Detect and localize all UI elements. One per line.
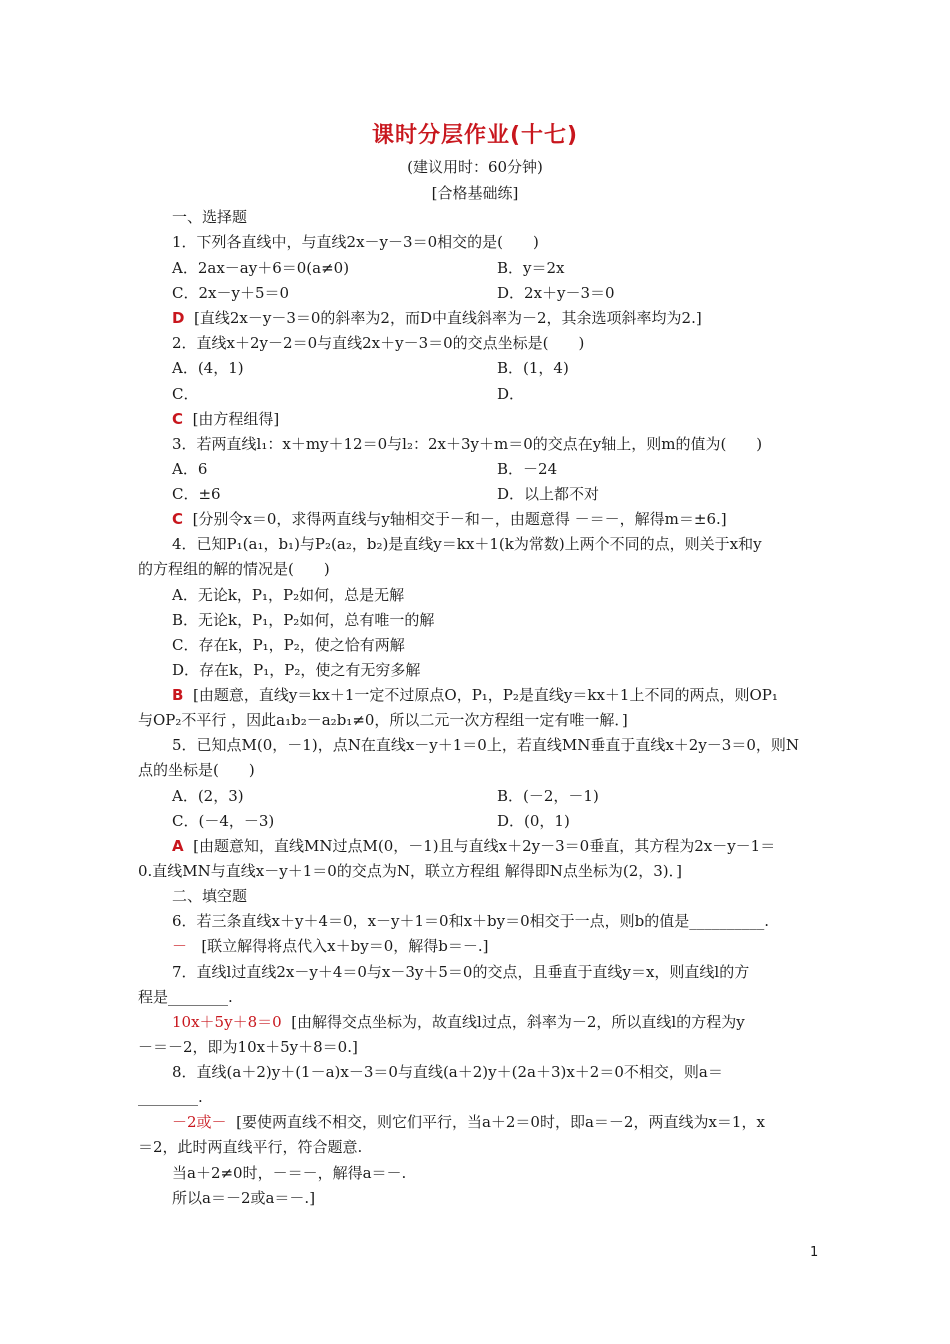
question-3-stem: 3．若两直线l₁：x＋my＋12＝0与l₂：2x＋3y＋m＝0的交点在y轴上，则m的值为( ) xyxy=(172,435,763,453)
question-8-stem-line-1: 8．直线(a＋2)y＋(1－a)x－3＝0与直线(a＋2)y＋(2a＋3)x＋2＝0不相交，则a＝ xyxy=(172,1063,723,1081)
time-suggestion: (建议用时：60分钟) xyxy=(407,158,543,176)
question-7-explanation-line-1: [由解得交点坐标为，故直线l过点，斜率为－2，所以直线l的方程为y xyxy=(291,1013,745,1031)
question-3-option-a: A．6 xyxy=(172,460,208,478)
question-1-option-c: C．2x－y＋5＝0 xyxy=(172,284,290,302)
question-7-stem-line-2: 程是________. xyxy=(138,988,233,1006)
question-5-stem-line-1: 5．已知点M(0，－1)，点N在直线x－y＋1＝0上，若直线MN垂直于直线x＋2y－3＝0，则N xyxy=(172,736,800,754)
question-7-solution xyxy=(172,1012,745,1032)
question-3-option-d: D．以上都不对 xyxy=(497,485,600,503)
question-5-explanation-line-2: 0.直线MN与直线x－y＋1＝0的交点为N，联立方程组 解得即N点坐标为(2，3)．] xyxy=(138,862,682,880)
question-2-explanation: [由方程组得] xyxy=(192,410,280,428)
question-2-option-b: B．(1，4) xyxy=(497,359,569,377)
question-1-answer: D xyxy=(172,309,185,327)
question-5-option-d: D．(0，1) xyxy=(497,812,570,830)
question-2-option-a: A．(4，1) xyxy=(172,359,244,377)
question-6-stem: 6．若三条直线x＋y＋4＝0，x－y＋1＝0和x＋by＝0相交于一点，则b的值是__________. xyxy=(172,912,770,930)
question-2-solution xyxy=(172,409,279,429)
question-1-option-b: B．y＝2x xyxy=(497,259,565,277)
level-label: [合格基础练] xyxy=(431,184,519,202)
question-8-answer: －2或－ xyxy=(172,1113,227,1131)
question-3-solution xyxy=(172,509,727,529)
page-number: 1 xyxy=(810,1245,819,1260)
question-8-explanation-line-4: 所以a＝－2或a＝－.] xyxy=(172,1189,316,1207)
question-8-explanation-line-2: ＝2，此时两直线平行，符合题意. xyxy=(138,1138,363,1156)
question-1-stem: 1．下列各直线中，与直线2x－y－3＝0相交的是( ) xyxy=(172,233,539,251)
question-4-explanation-line-1: [由题意，直线y＝kx＋1一定不过原点O，P₁，P₂是直线y＝kx＋1上不同的两点，则OP₁ xyxy=(192,686,778,704)
question-1-solution xyxy=(172,308,702,328)
question-4-solution xyxy=(172,685,778,705)
question-7-stem-line-1: 7．直线l过直线2x－y＋4＝0与x－3y＋5＝0的交点，且垂直于直线y＝x，则直线l的方 xyxy=(172,963,750,981)
question-2-stem: 2．直线x＋2y－2＝0与直线2x＋y－3＝0的交点坐标是( ) xyxy=(172,334,585,352)
question-2-answer: C xyxy=(172,410,184,428)
question-5-solution xyxy=(172,836,775,856)
question-4-option-c: C．存在k，P₁，P₂，使之恰有两解 xyxy=(172,636,405,654)
question-5-option-a: A．(2，3) xyxy=(172,787,244,805)
question-7-answer: 10x＋5y＋8＝0 xyxy=(172,1013,282,1031)
question-1-option-a: A．2ax－ay＋6＝0(a≠0) xyxy=(172,259,350,277)
question-4-stem-line-2: 的方程组的解的情况是( ) xyxy=(138,560,330,578)
question-3-option-c: C．±6 xyxy=(172,485,221,503)
question-6-solution xyxy=(172,936,488,956)
question-5-option-c: C．(－4，－3) xyxy=(172,812,275,830)
question-2-option-d: D． xyxy=(497,385,525,403)
question-5-explanation-line-1: [由题意知，直线MN过点M(0，－1)且与直线x＋2y－3＝0垂直，其方程为2x－y－1＝ xyxy=(193,837,776,855)
question-7-explanation-line-2: －＝－2，即为10x＋5y＋8＝0.] xyxy=(138,1038,358,1056)
section-heading-fill: 二、填空题 xyxy=(172,887,248,905)
question-3-explanation: [分别令x＝0，求得两直线与y轴相交于－和－，由题意得 －＝－，解得m＝±6.] xyxy=(192,510,727,528)
page-title: 课时分层作业(十七) xyxy=(371,123,579,148)
question-6-explanation: [联立解得将点代入x＋by＝0，解得b＝－.] xyxy=(201,937,489,955)
question-5-answer: A xyxy=(172,837,184,855)
question-8-explanation-line-1: [要使两直线不相交，则它们平行，当a＋2＝0时，即a＝－2，两直线为x＝1，x xyxy=(236,1113,765,1131)
question-4-option-b: B．无论k，P₁，P₂如何，总有唯一的解 xyxy=(172,611,435,629)
question-5-option-b: B．(－2，－1) xyxy=(497,787,599,805)
section-heading-choice: 一、选择题 xyxy=(172,208,248,226)
question-8-stem-line-2: ________. xyxy=(138,1088,203,1106)
question-6-answer: － xyxy=(172,937,188,955)
question-4-option-a: A．无论k，P₁，P₂如何，总是无解 xyxy=(172,586,405,604)
question-8-explanation-line-3: 当a＋2≠0时，－＝－，解得a＝－. xyxy=(172,1164,407,1182)
question-4-answer: B xyxy=(172,686,184,704)
question-1-explanation: [直线2x－y－3＝0的斜率为2，而D中直线斜率为－2，其余选项斜率均为2.] xyxy=(194,309,702,327)
question-1-option-d: D．2x＋y－3＝0 xyxy=(497,284,615,302)
question-3-option-b: B．－24 xyxy=(497,460,558,478)
question-3-answer: C xyxy=(172,510,184,528)
question-5-stem-line-2: 点的坐标是( ) xyxy=(138,761,255,779)
question-4-explanation-line-2: 与OP₂不平行 ，因此a₁b₂－a₂b₁≠0，所以二元一次方程组一定有唯一解．] xyxy=(138,711,628,729)
question-2-option-c: C． xyxy=(172,385,199,403)
question-8-solution xyxy=(172,1112,765,1132)
question-4-stem-line-1: 4．已知P₁(a₁，b₁)与P₂(a₂，b₂)是直线y＝kx＋1(k为常数)上两个不同的点，则关于x和y xyxy=(172,535,762,553)
question-4-option-d: D．存在k，P₁，P₂，使之有无穷多解 xyxy=(172,661,421,679)
